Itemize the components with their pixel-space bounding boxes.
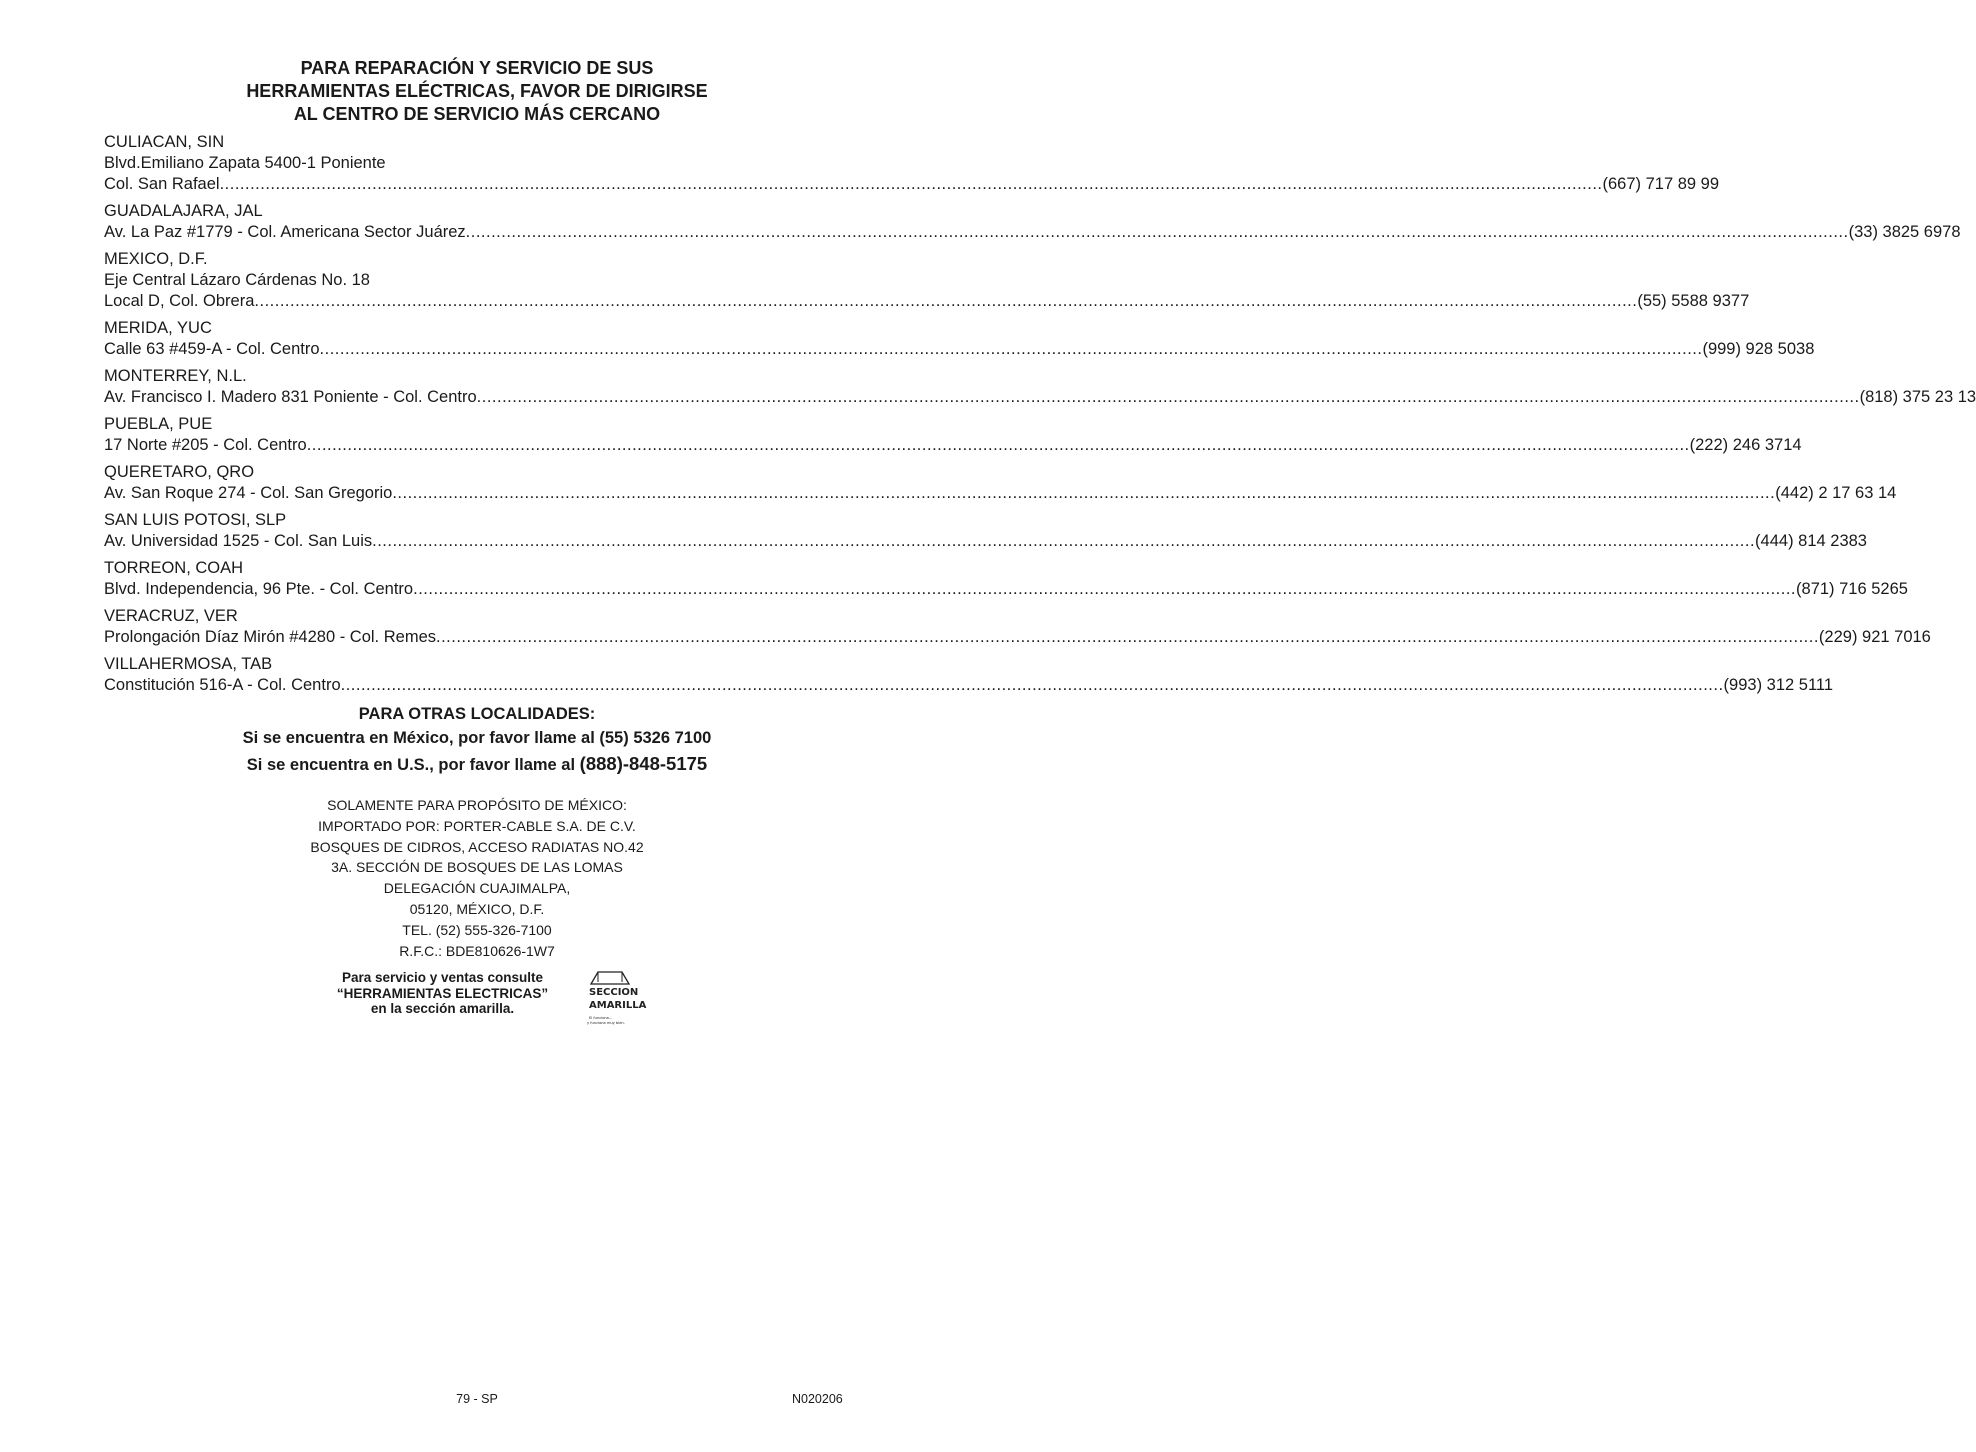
service-center-phone: (33) 3825 6978 — [1848, 223, 1961, 241]
yellow-pages-line: Para servicio y ventas consulte — [341, 970, 544, 985]
service-center-entry — [104, 606, 1931, 648]
service-center-phone: (999) 928 5038 — [1702, 340, 1815, 358]
service-center-phone: (993) 312 5111 — [1723, 676, 1834, 694]
service-center-entry — [104, 654, 1834, 696]
heading-line: AL CENTRO DE SERVICIO MÁS CERCANO — [293, 104, 661, 124]
service-center-address-row — [104, 483, 1897, 504]
dot-leader — [341, 675, 1724, 696]
other-locations-title: PARA OTRAS LOCALIDADES: — [358, 705, 596, 723]
service-center-address: Av. Universidad 1525 - Col. San Luis — [104, 532, 373, 550]
service-center-city: VERACRUZ, VER — [104, 607, 238, 625]
service-center-phone: (229) 921 7016 — [1818, 628, 1931, 646]
dot-leader — [413, 579, 1796, 600]
service-center-city: MEXICO, D.F. — [104, 250, 208, 268]
page-number: 79 - SP — [456, 1392, 498, 1406]
service-center-address-row — [104, 435, 1802, 456]
importer-line: BOSQUES DE CIDROS, ACCESO RADIATAS NO.42 — [310, 838, 644, 855]
service-center-city: CULIACAN, SIN — [104, 133, 225, 151]
service-center-city: PUEBLA, PUE — [104, 415, 213, 433]
service-center-address-row — [104, 174, 1720, 195]
dot-leader — [320, 339, 1703, 360]
service-center-address-row — [104, 339, 1815, 360]
other-locations — [0, 702, 954, 777]
importer-line: IMPORTADO POR: PORTER-CABLE S.A. DE C.V. — [318, 817, 636, 834]
service-center-city: SAN LUIS POTOSI, SLP — [104, 511, 287, 529]
importer-info — [0, 795, 954, 961]
dot-leader — [477, 387, 1860, 408]
document-code: N020206 — [792, 1392, 843, 1406]
service-center-entry — [104, 249, 1750, 312]
importer-line: 3A. SECCIÓN DE BOSQUES DE LAS LOMAS — [331, 859, 623, 876]
service-center-entry — [104, 366, 1976, 408]
service-center-city: MERIDA, YUC — [104, 319, 212, 337]
service-center-phone: (442) 2 17 63 14 — [1775, 484, 1897, 502]
service-center-address-row — [104, 675, 1834, 696]
heading-line: HERRAMIENTAS ELÉCTRICAS, FAVOR DE DIRIGIRSE — [246, 81, 708, 101]
service-center-entry — [104, 132, 1720, 195]
dot-leader — [254, 291, 1637, 312]
dot-leader — [372, 531, 1755, 552]
us-phone-line — [0, 751, 954, 777]
service-center-entry — [104, 462, 1897, 504]
dot-leader — [392, 483, 1775, 504]
service-center-address: Av. La Paz #1779 - Col. Americana Sector Juárez — [104, 223, 466, 241]
service-center-entry — [104, 201, 1961, 243]
yellow-pages-line: “HERRAMIENTAS ELECTRICAS” — [336, 985, 549, 1001]
logo-word: SECCION — [589, 987, 639, 998]
service-center-address-row — [104, 387, 1976, 408]
service-center-address-row — [104, 627, 1931, 648]
dot-leader — [307, 435, 1690, 456]
service-center-phone: (444) 814 2383 — [1755, 532, 1867, 550]
us-phone-number: (888)-848-5175 — [579, 753, 708, 774]
service-center-address: Av. San Roque 274 - Col. San Gregorio — [104, 484, 393, 502]
service-center-address: Blvd.Emiliano Zapata 5400-1 Poniente — [104, 154, 386, 172]
seccion-amarilla-logo-icon — [585, 966, 647, 1030]
service-center-address: Local D, Col. Obrera — [104, 292, 255, 310]
service-center-entry — [104, 558, 1908, 600]
importer-line: SOLAMENTE PARA PROPÓSITO DE MÉXICO: — [327, 797, 627, 813]
service-center-city: GUADALAJARA, JAL — [104, 202, 263, 220]
service-center-address-row — [104, 531, 1867, 552]
service-center-phone: (55) 5588 9377 — [1637, 292, 1750, 310]
service-center-address: Blvd. Independencia, 96 Pte. - Col. Centro — [104, 580, 414, 598]
service-center-address: Constitución 516-A - Col. Centro — [104, 676, 341, 694]
logo-tagline: El funciona... — [589, 1016, 613, 1020]
service-center-city: MONTERREY, N.L. — [104, 367, 247, 385]
service-center-address: Av. Francisco I. Madero 831 Poniente - Col. Centro — [104, 388, 477, 406]
service-center-address: Calle 63 #459-A - Col. Centro — [104, 340, 320, 358]
service-center-city: VILLAHERMOSA, TAB — [104, 655, 273, 673]
mexico-phone-line: Si se encuentra en México, por favor llame al (55) 5326 7100 — [242, 729, 712, 747]
service-center-city: TORREON, COAH — [104, 559, 244, 577]
yellow-pages-line: en la sección amarilla. — [370, 1001, 515, 1016]
importer-line: 05120, MÉXICO, D.F. — [409, 900, 545, 917]
heading-line: PARA REPARACIÓN Y SERVICIO DE SUS — [300, 58, 654, 78]
dot-leader — [436, 627, 1819, 648]
service-center-address: Col. San Rafael — [104, 175, 220, 193]
service-center-address-row — [104, 579, 1908, 600]
service-center-phone: (222) 246 3714 — [1689, 436, 1802, 454]
service-center-address-row — [104, 291, 1750, 312]
importer-line: DELEGACIÓN CUAJIMALPA, — [383, 880, 571, 897]
importer-line: TEL. (52) 555-326-7100 — [402, 921, 552, 938]
service-center-entry — [104, 414, 1802, 456]
us-phone-prefix: Si se encuentra en U.S., por favor llame al — [246, 756, 576, 774]
service-center-phone: (818) 375 23 13 — [1859, 388, 1976, 406]
logo-tagline: y funciona muy bien. — [587, 1021, 625, 1025]
dot-leader — [466, 222, 1849, 243]
service-center-address: 17 Norte #205 - Col. Centro — [104, 436, 307, 454]
importer-line: R.F.C.: BDE810626-1W7 — [399, 942, 555, 959]
service-center-address: Prolongación Díaz Mirón #4280 - Col. Remes — [104, 628, 436, 646]
service-center-phone: (871) 716 5265 — [1796, 580, 1908, 598]
service-center-list — [104, 132, 1976, 702]
dot-leader — [220, 174, 1603, 195]
service-center-city: QUERETARO, QRO — [104, 463, 255, 481]
service-center-entry — [104, 318, 1815, 360]
service-center-phone: (667) 717 89 99 — [1602, 175, 1720, 193]
page-heading — [0, 57, 954, 126]
yellow-pages-note — [300, 970, 585, 1017]
service-center-address-row — [104, 222, 1961, 243]
service-center-address: Eje Central Lázaro Cárdenas No. 18 — [104, 271, 370, 289]
logo-word: AMARILLA — [589, 1000, 647, 1011]
service-center-entry — [104, 510, 1867, 552]
